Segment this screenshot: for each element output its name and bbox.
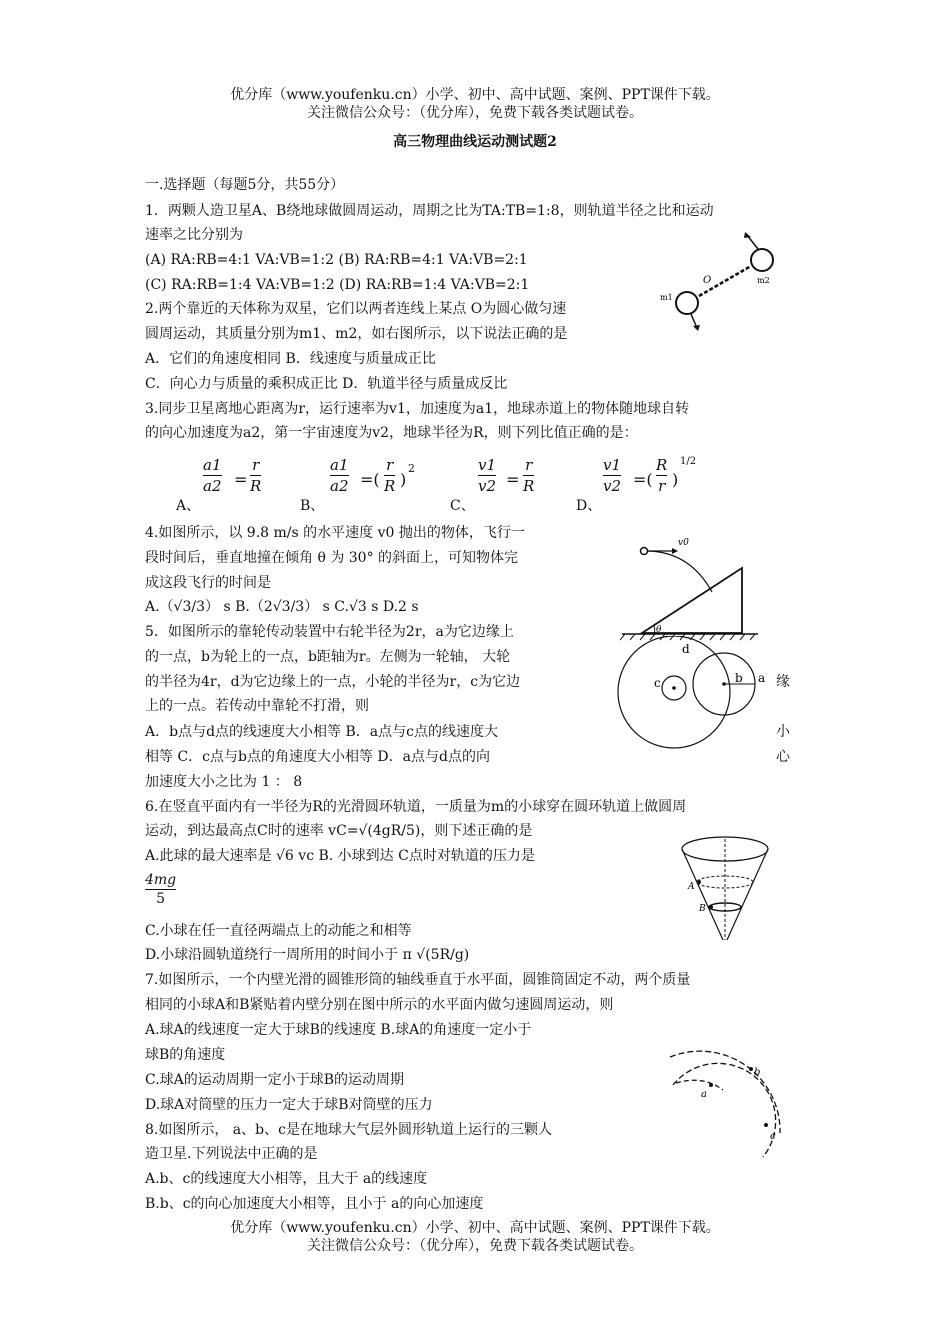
- q8-option-line: A.b、c的线速度大小相等，且大于 a的线速度: [145, 1171, 428, 1187]
- q6-option-line: A.此球的最大速率是 √6 vc B. 小球到达 C点时对轨道的压力是: [145, 848, 535, 864]
- q3-d-lhs: v1 v2: [603, 456, 622, 495]
- q3-b-exponent: 2: [408, 462, 415, 475]
- q3-c-rhs: r R: [523, 456, 535, 495]
- q5-side-text: 心: [776, 749, 790, 765]
- incline-figure: [620, 530, 760, 650]
- q3-option-label: D、: [576, 498, 602, 514]
- q2-line: 圆周运动，其质量分别为m1、m2，如右图所示，以下说法正确的是: [145, 326, 568, 342]
- q4-line: 4.如图所示，以 9.8 m/s 的水平速度 v0 抛出的物体，飞行一: [145, 525, 525, 541]
- q6-pressure-fraction: 4mg 5: [145, 872, 177, 907]
- q4-line: 成这段飞行的时间是: [145, 575, 271, 591]
- orbit-b-label: b: [754, 1067, 761, 1078]
- q7-option-line: A.球A的线速度一定大于球B的线速度 B.球A的角速度一定小于: [145, 1022, 532, 1038]
- q4-line: 段时间后，垂直地撞在倾角 θ 为 30° 的斜面上，可知物体完: [145, 550, 519, 566]
- q3-b-lhs: a1 a2: [330, 456, 349, 495]
- q1-option-line: (C) RA:RB=1:4 VA:VB=1:2 (D) RA:RB=1:4 VA:VB=2:1: [145, 277, 530, 293]
- q7-line: 7.如图所示，一个内壁光滑的圆锥形筒的轴线垂直于水平面，圆锥筒固定不动，两个质量: [145, 972, 691, 988]
- wheel-b-label: b: [735, 671, 743, 685]
- q1-option-line: (A) RA:RB=4:1 VA:VB=1:2 (B) RA:RB=4:1 VA:VB=2:1: [145, 252, 528, 268]
- q3-a-rhs: r R: [250, 456, 262, 495]
- q3-c-lhs: v1 v2: [478, 456, 497, 495]
- orbit-c-label: c: [770, 1131, 776, 1142]
- q7-option-line: C.球A的运动周期一定小于球B的运动周期: [145, 1072, 405, 1088]
- wheel-d-label: d: [682, 642, 690, 656]
- orbit-figure: [668, 1045, 788, 1165]
- q1-line: 速率之比分别为: [145, 227, 243, 243]
- header-line-2: 关注微信公众号：（优分库），免费下载各类试题试卷。: [307, 105, 643, 121]
- q3-line: 3.同步卫星离地心距离为r，运行速率为v1，加速度为a1，地球赤道上的物体随地球自转: [145, 401, 690, 417]
- cone-b-label: B: [699, 904, 706, 914]
- q5-option-line: 加速度大小之比为 1 ： 8: [145, 774, 303, 790]
- q3-d-exponent: 1/2: [680, 456, 697, 467]
- q5-line: 的半径为4r，d为它边缘上的一点，小轮的半径为r，c为它边: [145, 674, 521, 690]
- q5-line: 5．如图所示的靠轮传动装置中右轮半径为2r，a为它边缘上: [145, 624, 514, 640]
- cone-figure: [675, 835, 775, 945]
- q6-option-line: D.小球沿圆轨道绕行一周所用的时间小于 π √(5R/g): [145, 947, 470, 963]
- q6-line: 运动，到达最高点C时的速率 vC=√(4gR/5)，则下述正确的是: [145, 823, 533, 839]
- q3-option-label: A、: [176, 498, 201, 514]
- wheel-c-label: c: [654, 676, 661, 690]
- orbit-a-label: a: [701, 1089, 707, 1100]
- binary-m1-label: m1: [660, 293, 673, 302]
- q5-option-line: A．b点与d点的线速度大小相等 B．a点与c点的线速度大: [145, 724, 498, 740]
- q8-line: 造卫星.下列说法中正确的是: [145, 1146, 318, 1162]
- footer-line-2: 关注微信公众号：（优分库），免费下载各类试题试卷。: [307, 1238, 643, 1254]
- q5-option-line: 相等 C．c点与b点的角速度大小相等 D．a点与d点的向: [145, 749, 490, 765]
- page-title: 高三物理曲线运动测试题2: [393, 134, 557, 150]
- q2-line: 2.两个靠近的天体称为双星，它们以两者连线上某点 O为圆心做匀速: [145, 301, 567, 317]
- binary-star-figure: [655, 230, 785, 335]
- q5-line: 上的一点。若传动中靠轮不打滑，则: [145, 698, 369, 714]
- q3-b-rhs: r R: [384, 456, 396, 495]
- q5-side-text: 缘: [776, 674, 790, 690]
- q1-line: 1．两颗人造卫星A、B绕地球做圆周运动，周期之比为TA:TB=1:8，则轨道半径之比和运动: [145, 203, 714, 219]
- cone-a-label: A: [688, 882, 695, 892]
- q6-line: 6.在竖直平面内有一半径为R的光滑圆环轨道，一质量为m的小球穿在圆环轨道上做圆周: [145, 799, 687, 815]
- q8-option-line: B.b、c的向心加速度大小相等，且小于 a的向心加速度: [145, 1196, 484, 1212]
- incline-theta-label: θ: [656, 625, 662, 635]
- binary-m2-label: m2: [757, 276, 770, 285]
- q7-option-line: 球B的角速度: [145, 1047, 226, 1063]
- q5-side-text: 小: [776, 724, 790, 740]
- footer-line-1: 优分库（www.youfenku.cn）小学、初中、高中试题、案例、PPT课件下载。: [230, 1220, 720, 1236]
- q3-d-rhs: R r: [656, 456, 668, 495]
- q3-option-label: B、: [300, 498, 325, 514]
- q3-option-label: C、: [450, 498, 475, 514]
- q2-option-line: C．向心力与质量的乘积成正比 D．轨道半径与质量成反比: [145, 376, 508, 392]
- q2-option-line: A．它们的角速度相同 B．线速度与质量成正比: [145, 351, 436, 367]
- q5-line: 的一点，b为轮上的一点，b距轴为r。左侧为一轮轴， 大轮: [145, 649, 511, 665]
- wheel-a-label: a: [758, 671, 766, 685]
- header-line-1: 优分库（www.youfenku.cn）小学、初中、高中试题、案例、PPT课件下载。: [230, 87, 720, 103]
- q8-line: 8.如图所示， a、b、c是在地球大气层外圆形轨道上运行的三颗人: [145, 1122, 552, 1138]
- section-heading: 一.选择题（每题5分，共55分）: [145, 177, 345, 193]
- q7-option-line: D.球A对筒壁的压力一定大于球B对筒壁的压力: [145, 1097, 433, 1113]
- q7-line: 相同的小球A和B紧贴着内壁分别在图中所示的水平面内做匀速圆周运动，则: [145, 997, 614, 1013]
- binary-o-label: O: [703, 275, 712, 286]
- incline-v0-label: v0: [678, 538, 689, 548]
- q6-option-line: C.小球在任一直径两端点上的动能之和相等: [145, 923, 412, 939]
- q4-options: A.（√3/3） s B.（2√3/3） s C.√3 s D.2 s: [145, 599, 419, 615]
- q3-line: 的向心加速度为a2，第一宇宙速度为v2，地球半径为R，则下列比值正确的是：: [145, 425, 638, 441]
- q3-a-lhs: a1 a2: [203, 456, 222, 495]
- wheel-drive-figure: [612, 636, 777, 761]
